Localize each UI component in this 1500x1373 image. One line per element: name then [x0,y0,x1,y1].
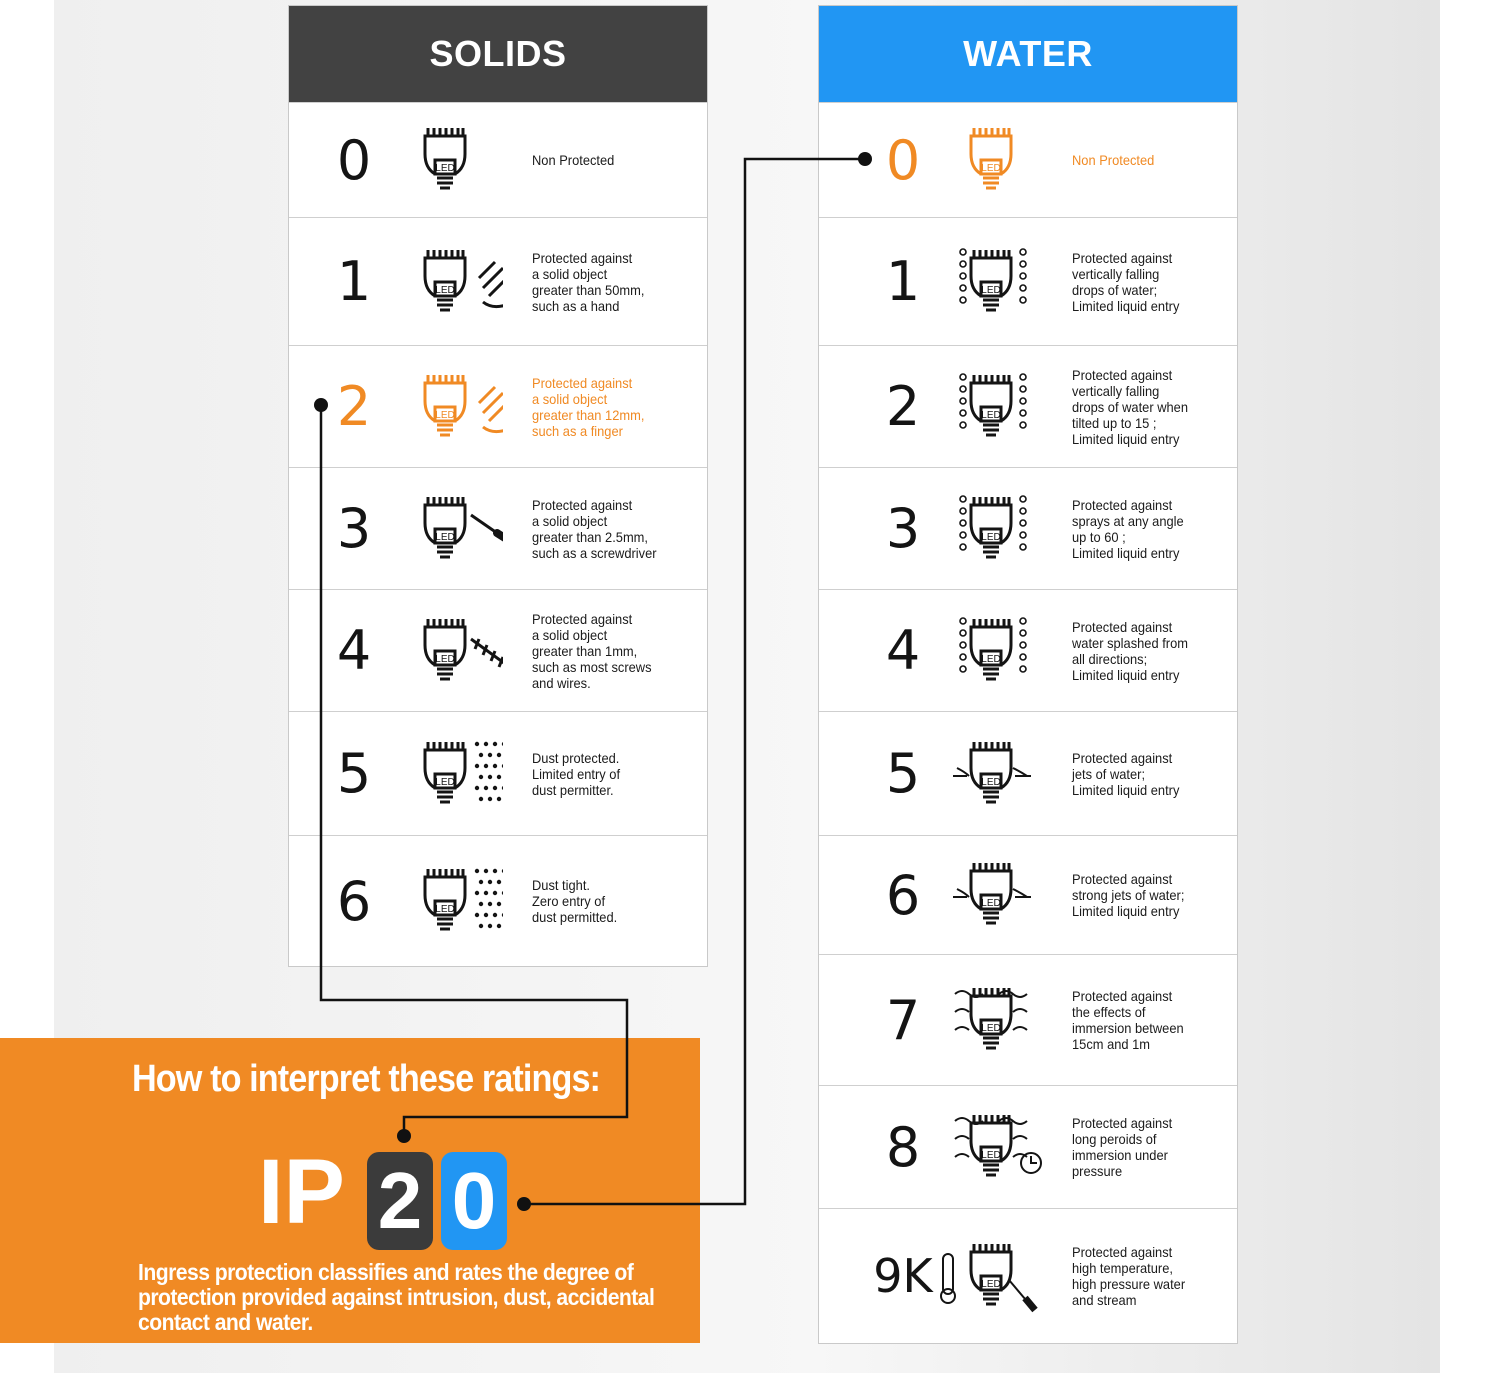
solids-row [289,467,707,589]
solids-description: Dust protected. Limited entry of dust permitter. [532,749,621,798]
screwdriver-icon [393,468,503,589]
water-level-number: 0 [885,128,921,192]
solids-level-number: 4 [336,619,372,682]
svg-text:LED: LED [981,898,1001,909]
water-row [819,954,1237,1085]
solids-row [289,102,707,217]
led-bulb-icon [939,103,1049,217]
solids-level-number: 0 [336,128,372,192]
water-row [819,1208,1237,1343]
water-row [819,589,1237,711]
solids-row [289,835,707,966]
water-description: Protected against jets of water; Limited liquid entry [1072,749,1180,798]
water-level-number: 1 [885,250,921,313]
water-description: Protected against vertically falling drops of water when tilted up to 15 ; Limited liquid entry [1072,366,1188,447]
water-digit-box: 0 [441,1152,507,1250]
water-level-number: 2 [885,375,921,438]
spray-icon [939,468,1049,589]
solids-row [289,711,707,835]
svg-text:LED: LED [981,284,1001,296]
hand-icon [393,218,503,345]
solids-description: Protected against a solid object greater than 2.5mm, such as a screwdriver [532,496,657,561]
svg-text:LED: LED [981,531,1001,543]
svg-text:LED: LED [435,531,455,543]
water-row [819,835,1237,954]
water-row [819,102,1237,217]
svg-text:LED: LED [435,284,455,296]
high-pressure-hot-water-icon [939,1209,1049,1343]
water-row [819,217,1237,345]
solids-column [288,5,708,967]
solids-description: Dust tight. Zero entry of dust permitted. [532,877,618,925]
solid-digit-box: 2 [367,1152,433,1250]
solids-header: SOLIDS [289,6,707,102]
svg-text:LED: LED [981,1279,1001,1290]
svg-text:LED: LED [981,653,1001,665]
ip-label: IP [258,1141,345,1243]
solids-row [289,589,707,711]
solids-row [289,217,707,345]
dust-icon [393,712,503,835]
finger-icon [393,346,503,467]
svg-text:LED: LED [435,163,455,174]
interpretation-callout [0,1038,700,1343]
vertical-drops-icon [939,218,1049,345]
water-description: Protected against vertically falling drops of water; Limited liquid entry [1072,249,1180,314]
water-level-number: 4 [885,619,921,682]
solids-description: Protected against a solid object greater than 50mm, such as a hand [532,249,645,314]
water-level-number: 7 [885,988,921,1052]
svg-text:LED: LED [435,776,455,788]
water-rows [819,102,1237,1343]
strong-jet-icon [939,836,1049,954]
solids-level-number: 5 [336,742,372,805]
water-level-number: 3 [885,497,921,560]
svg-text:LED: LED [435,904,455,915]
water-description: Protected against long peroids of immersion under pressure [1072,1115,1173,1179]
water-row [819,711,1237,835]
water-description: Non Protected [1072,152,1155,168]
led-bulb-icon [393,103,503,217]
solids-level-number: 1 [336,250,372,313]
water-level-number: 6 [885,863,921,927]
water-description: Protected against sprays at any angle up to 60 ; Limited liquid entry [1072,496,1184,561]
solids-description: Non Protected [532,152,615,168]
svg-text:LED: LED [981,1150,1001,1161]
solids-row [289,345,707,467]
svg-text:LED: LED [981,1023,1001,1034]
callout-description: Ingress protection classifies and rates the degree of protection provided against intrusion, dust, accidental contact and water. [138,1259,655,1335]
water-level-number: 8 [885,1115,921,1179]
water-header: WATER [819,6,1237,102]
water-description: Protected against strong jets of water; Limited liquid entry [1072,871,1185,919]
water-row [819,467,1237,589]
water-description: Protected against high temperature, high pressure water and stream [1072,1244,1186,1308]
water-row [819,1085,1237,1208]
water-level-number: 9K [873,1249,933,1303]
water-jet-icon [939,712,1049,835]
solids-level-number: 2 [336,375,372,438]
water-description: Protected against the effects of immersion between 15cm and 1m [1072,988,1184,1052]
svg-text:LED: LED [981,409,1001,421]
splash-icon [939,590,1049,711]
callout-title: How to interpret these ratings: [132,1058,601,1100]
solids-description: Protected against a solid object greater than 1mm, such as most screws and wires. [532,610,652,691]
screw-icon [393,590,503,711]
svg-text:LED: LED [435,653,455,665]
tilted-drops-icon [939,346,1049,467]
solids-rows [289,102,707,966]
water-row [819,345,1237,467]
long-immersion-icon [939,1086,1049,1208]
solids-level-number: 3 [336,497,372,560]
water-description: Protected against water splashed from all directions; Limited liquid entry [1072,618,1188,683]
dust-tight-icon [393,836,503,966]
svg-text:LED: LED [435,409,455,421]
svg-text:LED: LED [981,776,1001,788]
solids-level-number: 6 [336,869,372,933]
water-column [818,5,1238,1344]
water-level-number: 5 [885,742,921,805]
solids-description: Protected against a solid object greater than 12mm, such as a finger [532,374,645,439]
svg-text:LED: LED [981,163,1001,174]
immersion-icon [939,955,1049,1085]
